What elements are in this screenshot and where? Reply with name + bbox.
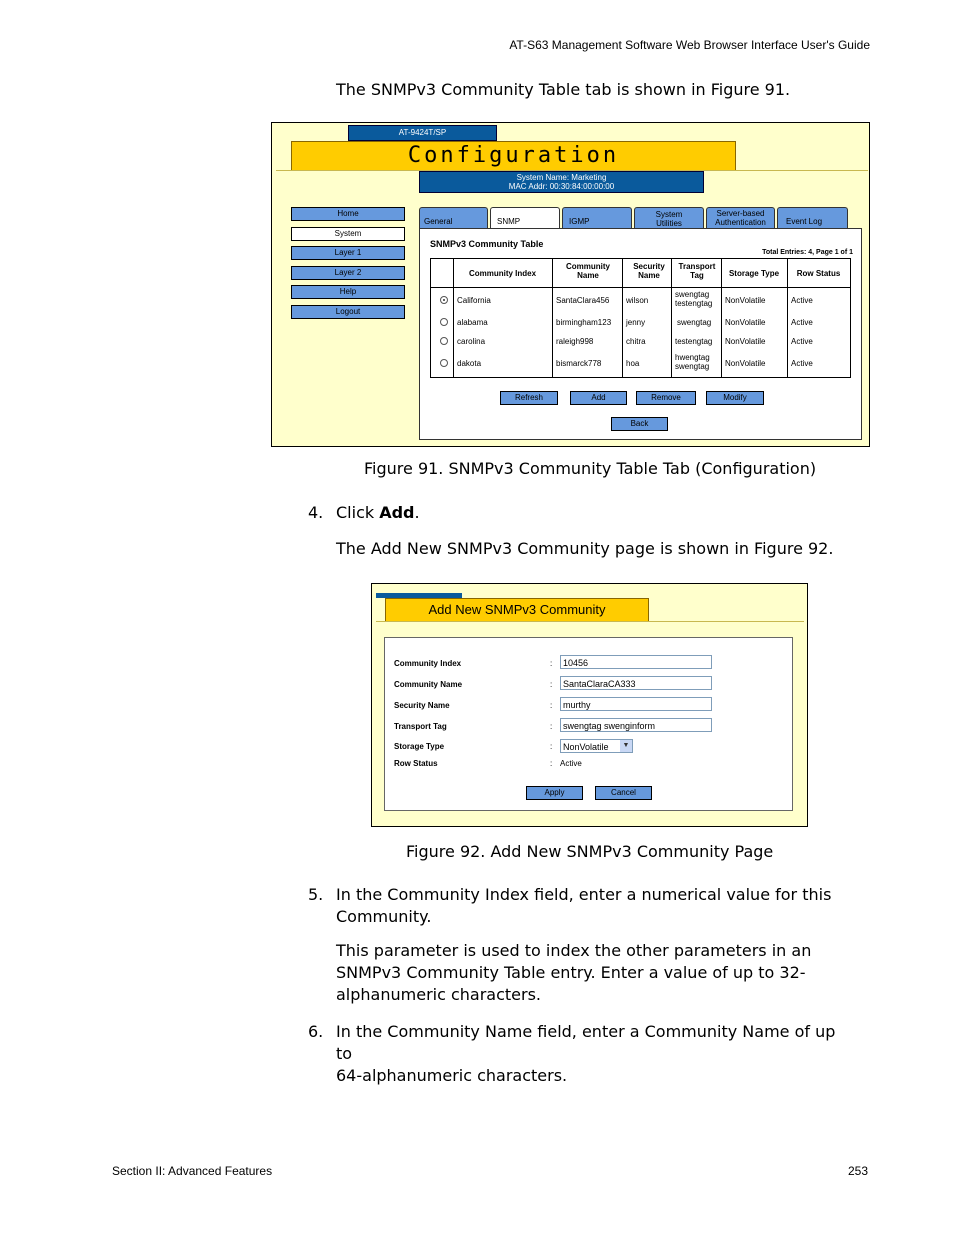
table-cell: birmingham123 [556, 318, 612, 327]
row-status-label: Row Status [394, 759, 438, 768]
table-cell: Active [791, 359, 813, 368]
step4-bold: Add [379, 503, 415, 522]
table-title: SNMPv3 Community Table [430, 239, 544, 249]
table-cell: NonVolatile [725, 359, 766, 368]
table-cell: California [457, 296, 491, 305]
figure92-intro: The Add New SNMPv3 Community page is shown in Figure 92. [336, 539, 834, 558]
table-cell: NonVolatile [725, 337, 766, 346]
table-cell: raleigh998 [556, 337, 594, 346]
table-cell: jenny [626, 318, 646, 327]
text-line: alphanumeric characters. [336, 985, 542, 1004]
step6-text [336, 1021, 856, 1087]
step4-pre: Click [336, 503, 380, 522]
tab-system-utilities[interactable]: System Utilities [634, 207, 704, 228]
colon: : [550, 759, 553, 768]
step4-text [336, 502, 420, 524]
figure91-caption: Figure 91. SNMPv3 Community Table Tab (Configuration) [364, 459, 817, 478]
cancel-button[interactable]: Cancel [595, 786, 652, 800]
refresh-button[interactable]: Refresh [500, 391, 558, 405]
community-index-label: Community Index [394, 659, 462, 668]
text-line: SNMPv3 Community Table entry. Enter a value of up to 32- [336, 963, 806, 982]
add-community-title: Add New SNMPv3 Community [385, 598, 649, 622]
system-name: System Name: Marketing [516, 173, 607, 182]
table-cell: swengtag testengtag [675, 290, 713, 308]
nav-system-button[interactable]: System [291, 227, 405, 241]
tab-event-log[interactable]: Event Log [777, 207, 848, 228]
security-name-label: Security Name [394, 701, 450, 710]
nav-layer2-button[interactable]: Layer 2 [291, 266, 405, 280]
chevron-down-icon[interactable]: ▼ [620, 740, 632, 752]
colon: : [550, 722, 553, 731]
security-name-input[interactable]: murthy [560, 697, 712, 711]
nav-layer1-button[interactable]: Layer 1 [291, 246, 405, 260]
tab-server-based-authentication[interactable]: Server-based Authentication [706, 207, 775, 228]
step5-paragraph [336, 940, 856, 1006]
add-button[interactable]: Add [570, 391, 627, 405]
add-form-panel [384, 637, 793, 811]
table-cell: Active [791, 318, 813, 327]
remove-button[interactable]: Remove [636, 391, 696, 405]
row-select-radio[interactable] [440, 359, 448, 367]
snmp-content-panel [419, 228, 862, 440]
running-header: AT-S63 Management Software Web Browser Interface User's Guide [509, 38, 870, 52]
table-cell: hoa [626, 359, 640, 368]
column-header: Community Index [468, 269, 537, 278]
storage-type-select[interactable] [560, 739, 633, 753]
figure-91-screenshot [271, 122, 870, 447]
table-cell: testengtag [675, 337, 713, 346]
text-line: Community. [336, 907, 432, 926]
community-table [430, 258, 851, 378]
footer-section: Section II: Advanced Features [112, 1164, 273, 1178]
step-number: 4. [308, 503, 324, 522]
storage-type-label: Storage Type [394, 742, 445, 751]
configuration-banner: Configuration [291, 141, 736, 171]
total-entries: Total Entries: 4, Page 1 of 1 [762, 249, 853, 256]
table-cell: dakota [457, 359, 482, 368]
community-index-input[interactable]: 10456 [560, 655, 712, 669]
page-number: 253 [847, 1164, 868, 1178]
table-cell: Active [791, 296, 813, 305]
table-cell: NonVolatile [725, 296, 766, 305]
table-cell: SantaClara456 [556, 296, 610, 305]
column-header: Transport Tag [678, 262, 716, 280]
step-number: 6. [308, 1022, 324, 1041]
colon: : [550, 659, 553, 668]
apply-button[interactable]: Apply [526, 786, 583, 800]
figure92-caption: Figure 92. Add New SNMPv3 Community Page [406, 842, 774, 861]
colon: : [550, 680, 553, 689]
column-header: Storage Type [728, 269, 780, 278]
text-line: This parameter is used to index the other parameters in an [336, 941, 812, 960]
tab-snmp[interactable]: SNMP [490, 207, 560, 229]
table-cell: swengtag [677, 318, 712, 327]
tab-general[interactable]: General [419, 207, 488, 228]
table-cell: wilson [626, 296, 649, 305]
back-button[interactable]: Back [611, 417, 668, 431]
table-cell: Active [791, 337, 813, 346]
table-cell: alabama [457, 318, 488, 327]
community-name-label: Community Name [394, 680, 463, 689]
table-cell: carolina [457, 337, 486, 346]
nav-logout-button[interactable]: Logout [291, 305, 405, 319]
nav-home-button[interactable]: Home [291, 207, 405, 221]
row-select-radio[interactable] [440, 296, 448, 304]
row-select-radio[interactable] [440, 337, 448, 345]
colon: : [550, 701, 553, 710]
step4-post: . [414, 503, 420, 522]
tab-igmp[interactable]: IGMP [562, 207, 632, 228]
column-header: Security Name [633, 262, 665, 280]
divider [376, 621, 804, 622]
table-cell: bismarck778 [556, 359, 602, 368]
column-header: Community Name [566, 262, 610, 280]
table-cell: NonVolatile [725, 318, 766, 327]
step-number: 5. [308, 885, 324, 904]
model-label: AT-9424T/SP [348, 125, 497, 141]
text-line: In the Community Name field, enter a Community Name of up to [336, 1022, 836, 1063]
column-header: Row Status [796, 269, 841, 278]
table-cell: chitra [626, 337, 646, 346]
storage-type-value: NonVolatile [563, 742, 609, 752]
mac-address: MAC Addr: 00:30:84:00:00:00 [508, 182, 615, 191]
system-info-box [419, 171, 704, 193]
nav-help-button[interactable]: Help [291, 285, 405, 299]
modify-button[interactable]: Modify [706, 391, 764, 405]
colon: : [550, 742, 553, 751]
row-select-radio[interactable] [440, 318, 448, 326]
step5-text [336, 884, 856, 928]
figure-92-screenshot [371, 583, 808, 827]
table-cell: hwengtag swengtag [675, 353, 710, 371]
row-status-value: Active [560, 759, 582, 768]
text-line: In the Community Index field, enter a numerical value for this [336, 885, 832, 904]
text-line: 64-alphanumeric characters. [336, 1066, 568, 1085]
community-name-input[interactable]: SantaClaraCA333 [560, 676, 712, 690]
transport-tag-input[interactable]: swengtag swenginform [560, 718, 712, 732]
transport-tag-label: Transport Tag [394, 722, 447, 731]
figure91-intro: The SNMPv3 Community Table tab is shown in Figure 91. [336, 80, 791, 99]
